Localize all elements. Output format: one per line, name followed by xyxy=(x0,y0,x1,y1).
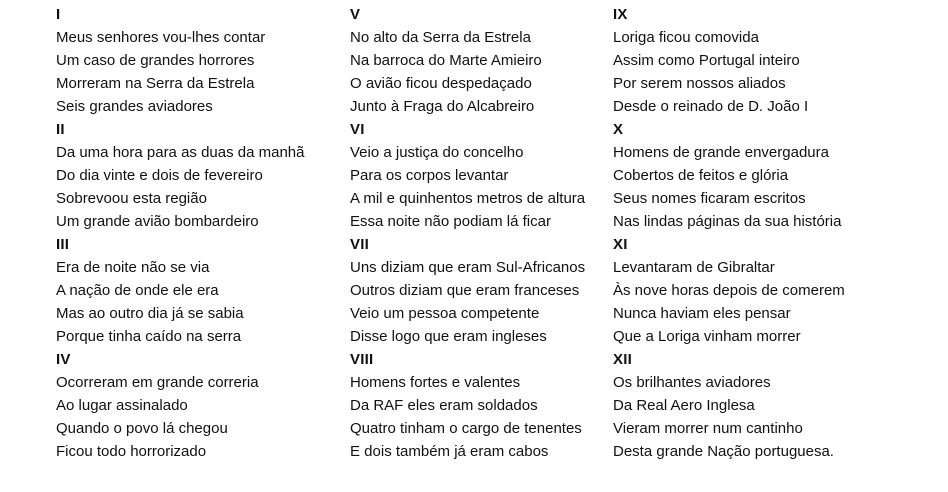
stanza-number: VI xyxy=(350,121,365,138)
verse-line: Na barroca do Marte Amieiro xyxy=(350,52,542,69)
verse-line: Seis grandes aviadores xyxy=(56,98,213,115)
verse-line: Nunca haviam eles pensar xyxy=(613,305,791,322)
verse-line: Da uma hora para as duas da manhã xyxy=(56,144,305,161)
verse-line: Seus nomes ficaram escritos xyxy=(613,190,806,207)
verse-line: Um grande avião bombardeiro xyxy=(56,213,259,230)
stanza xyxy=(350,348,608,463)
verse-line: Veio a justiça do concelho xyxy=(350,144,524,161)
verse-line: Uns diziam que eram Sul-Africanos xyxy=(350,259,586,276)
verse-line: Era de noite não se via xyxy=(56,259,210,276)
stanza xyxy=(350,3,608,118)
verse-line: Da Real Aero Inglesa xyxy=(613,397,755,414)
stanza-number: VIII xyxy=(350,351,374,368)
stanza-number: II xyxy=(56,121,65,138)
verse-line: E dois também já eram cabos xyxy=(350,443,549,460)
verse-line: Porque tinha caído na serra xyxy=(56,328,242,345)
verse-line: A nação de onde ele era xyxy=(56,282,219,299)
stanza xyxy=(350,118,608,233)
verse-line: Outros diziam que eram franceses xyxy=(350,282,580,299)
verse-line: Vieram morrer num cantinho xyxy=(613,420,803,437)
verse-line: Que a Loriga vinham morrer xyxy=(613,328,801,345)
stanza xyxy=(56,348,346,463)
poem-column-2 xyxy=(350,3,608,463)
verse-line: O avião ficou despedaçado xyxy=(350,75,532,92)
verse-line: Ocorreram em grande correria xyxy=(56,374,259,391)
stanza-number: XI xyxy=(613,236,628,253)
verse-line: Por serem nossos aliados xyxy=(613,75,786,92)
stanza xyxy=(613,233,943,348)
verse-line: Meus senhores vou-lhes contar xyxy=(56,29,266,46)
stanza xyxy=(613,118,943,233)
stanza-number: VII xyxy=(350,236,369,253)
verse-line: Da RAF eles eram soldados xyxy=(350,397,538,414)
stanza-number: X xyxy=(613,121,624,138)
verse-line: Mas ao outro dia já se sabia xyxy=(56,305,244,322)
verse-line: Loriga ficou comovida xyxy=(613,29,759,46)
stanza-number: I xyxy=(56,6,61,23)
stanza-number: IV xyxy=(56,351,71,368)
verse-line: Ficou todo horrorizado xyxy=(56,443,207,460)
verse-line: Desta grande Nação portuguesa. xyxy=(613,443,834,460)
poem xyxy=(0,3,948,483)
stanza xyxy=(56,3,346,118)
poem-column-1 xyxy=(56,3,346,463)
verse-line: Homens fortes e valentes xyxy=(350,374,521,391)
verse-line: Levantaram de Gibraltar xyxy=(613,259,775,276)
verse-line: Do dia vinte e dois de fevereiro xyxy=(56,167,263,184)
stanza xyxy=(56,118,346,233)
verse-line: Veio um pessoa competente xyxy=(350,305,540,322)
verse-line: Ao lugar assinalado xyxy=(56,397,188,414)
verse-line: Para os corpos levantar xyxy=(350,167,509,184)
verse-line: Sobrevoou esta região xyxy=(56,190,207,207)
stanza-number: V xyxy=(350,6,361,23)
verse-line: Cobertos de feitos e glória xyxy=(613,167,789,184)
poem-column-3 xyxy=(613,3,943,463)
stanza-number: III xyxy=(56,236,70,253)
stanza-number: IX xyxy=(613,6,628,23)
verse-line: Um caso de grandes horrores xyxy=(56,52,255,69)
verse-line: Quando o povo lá chegou xyxy=(56,420,228,437)
verse-line: Desde o reinado de D. João I xyxy=(613,98,809,115)
verse-line: Às nove horas depois de comerem xyxy=(613,282,845,299)
verse-line: Quatro tinham o cargo de tenentes xyxy=(350,420,582,437)
stanza-number: XII xyxy=(613,351,632,368)
verse-line: A mil e quinhentos metros de altura xyxy=(350,190,586,207)
verse-line: Essa noite não podiam lá ficar xyxy=(350,213,551,230)
verse-line: No alto da Serra da Estrela xyxy=(350,29,531,46)
verse-line: Os brilhantes aviadores xyxy=(613,374,771,391)
stanza xyxy=(350,233,608,348)
verse-line: Morreram na Serra da Estrela xyxy=(56,75,255,92)
stanza xyxy=(613,3,943,118)
verse-line: Junto à Fraga do Alcabreiro xyxy=(350,98,535,115)
verse-line: Homens de grande envergadura xyxy=(613,144,829,161)
stanza xyxy=(56,233,346,348)
stanza xyxy=(613,348,943,463)
verse-line: Disse logo que eram ingleses xyxy=(350,328,547,345)
verse-line: Nas lindas páginas da sua história xyxy=(613,213,842,230)
verse-line: Assim como Portugal inteiro xyxy=(613,52,800,69)
